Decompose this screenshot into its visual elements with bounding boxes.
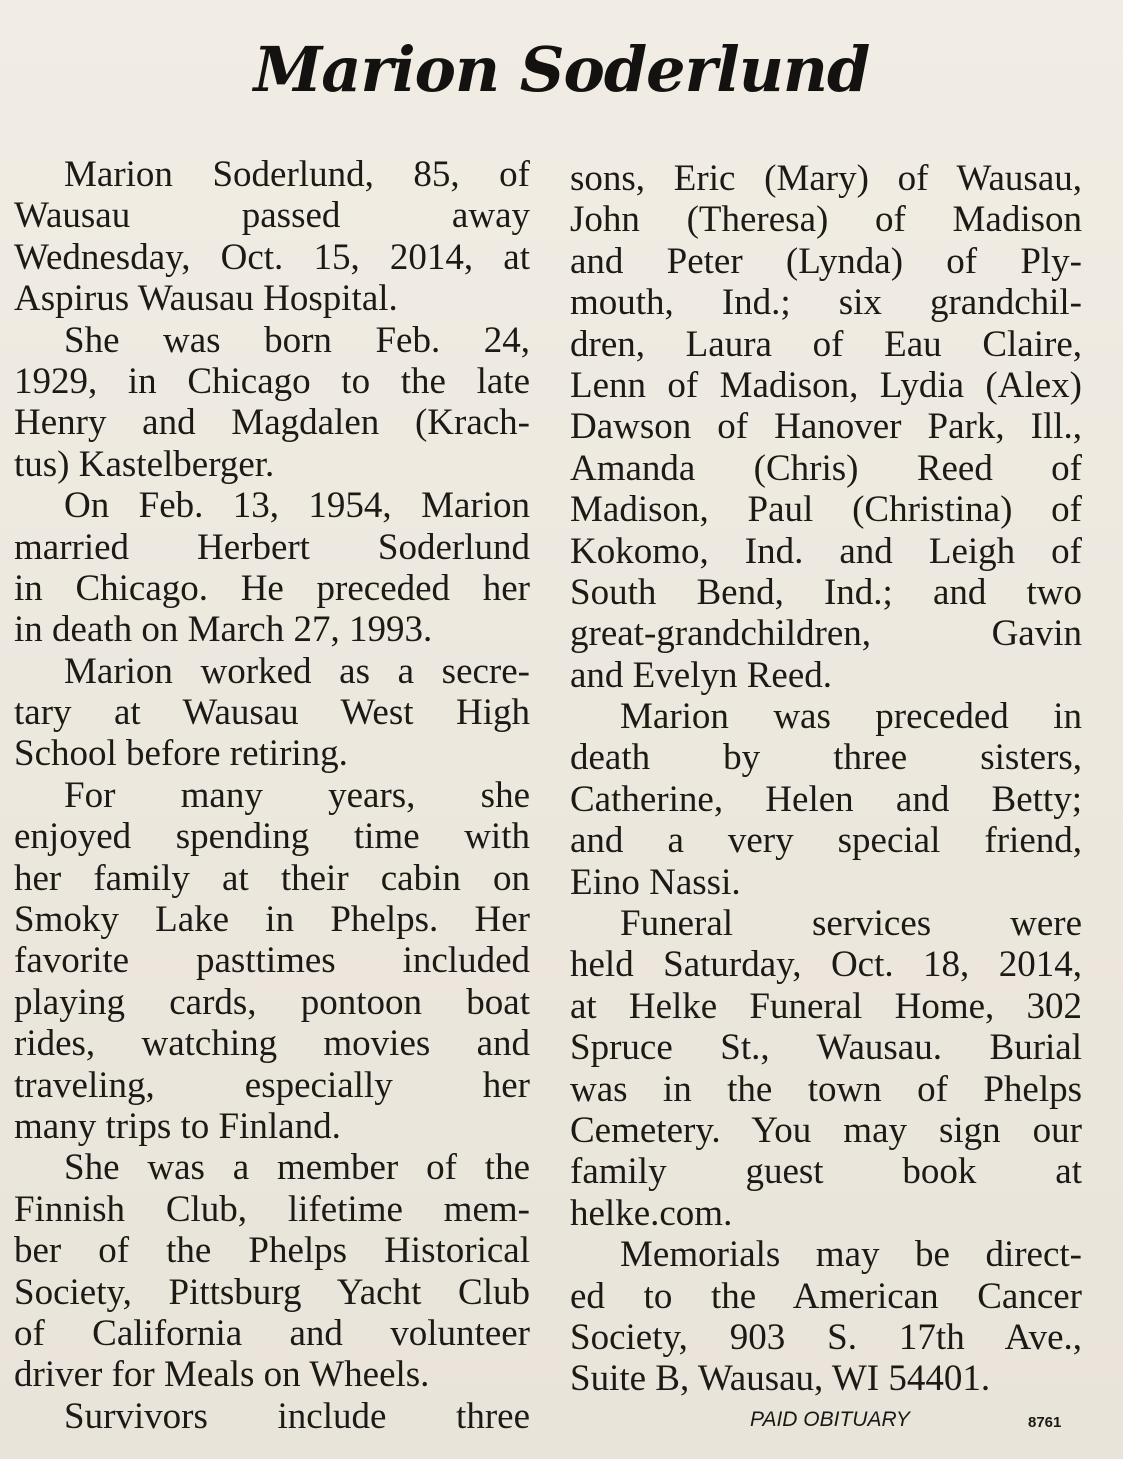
text-line: in Chicago. He preceded her (14, 567, 530, 609)
text-line: On Feb. 13, 1954, Marion (64, 485, 530, 527)
text-line: great-grandchildren, Gavin (570, 613, 1082, 655)
text-line: and a very special friend, (570, 820, 1082, 862)
paid-obituary-label: PAID OBITUARY (750, 1408, 910, 1431)
text-line: Society, Pittsburg Yacht Club (14, 1271, 530, 1313)
text-line: many trips to Finland. (14, 1105, 341, 1147)
text-line: South Bend, Ind.; and two (570, 571, 1082, 613)
text-line: 1929, in Chicago to the late (14, 360, 530, 402)
text-line: tary at Wausau West High (14, 692, 530, 734)
text-line: Aspirus Wausau Hospital. (14, 278, 398, 320)
text-line: held Saturday, Oct. 18, 2014, (570, 944, 1082, 986)
text-line: Wausau passed away (14, 195, 530, 237)
text-line: Henry and Magdalen (Krach- (14, 402, 530, 444)
ad-number: 8761 (1028, 1414, 1062, 1431)
text-line: Marion worked as a secre- (64, 650, 530, 692)
text-line: Wednesday, Oct. 15, 2014, at (14, 236, 530, 278)
text-line: Spruce St., Wausau. Burial (570, 1027, 1082, 1069)
right-column (570, 158, 1082, 1400)
text-line: enjoyed spending time with (14, 816, 530, 858)
text-line: Smoky Lake in Phelps. Her (14, 899, 530, 941)
text-line: at Helke Funeral Home, 302 (570, 985, 1082, 1027)
text-line: family guest book at (570, 1151, 1082, 1193)
text-line: helke.com. (570, 1192, 733, 1234)
text-line: Marion Soderlund, 85, of (64, 154, 530, 195)
text-line: Madison, Paul (Christina) of (570, 489, 1082, 531)
text-line: Finnish Club, lifetime mem- (14, 1188, 530, 1230)
text-line: her family at their cabin on (14, 857, 530, 899)
text-line: Survivors include three (64, 1395, 530, 1437)
text-line: Memorials may be direct- (620, 1234, 1082, 1276)
text-line: Marion was preceded in (620, 696, 1082, 738)
obituary-title: Marion Soderlund (253, 33, 870, 106)
text-line: Funeral services were (620, 903, 1082, 945)
text-line: favorite pasttimes included (14, 940, 530, 982)
text-line: Suite B, Wausau, WI 54401. (570, 1358, 991, 1400)
text-line: and Evelyn Reed. (570, 654, 832, 696)
text-line: mouth, Ind.; six grandchil- (570, 282, 1082, 324)
text-line: Amanda (Chris) Reed of (570, 447, 1082, 489)
text-line: ber of the Phelps Historical (14, 1230, 530, 1272)
text-line: driver for Meals on Wheels. (14, 1354, 430, 1396)
text-line: was in the town of Phelps (570, 1068, 1082, 1110)
text-line: Cemetery. You may sign our (570, 1109, 1082, 1151)
text-line: Eino Nassi. (570, 861, 741, 903)
text-line: rides, watching movies and (14, 1023, 530, 1065)
text-line: She was a member of the (64, 1147, 530, 1189)
text-line: Kokomo, Ind. and Leigh of (570, 530, 1082, 572)
text-line: playing cards, pontoon boat (14, 981, 530, 1023)
text-line: ed to the American Cancer (570, 1275, 1082, 1317)
text-line: and Peter (Lynda) of Ply- (570, 240, 1082, 282)
text-line: John (Theresa) of Madison (570, 199, 1082, 241)
text-line: School before retiring. (14, 733, 348, 775)
left-column (14, 154, 530, 1437)
text-line: Catherine, Helen and Betty; (570, 778, 1082, 820)
text-line: Lenn of Madison, Lydia (Alex) (570, 364, 1082, 406)
text-line: sons, Eric (Mary) of Wausau, (570, 158, 1082, 199)
text-line: Society, 903 S. 17th Ave., (570, 1316, 1082, 1358)
text-line: traveling, especially her (14, 1064, 530, 1106)
text-line: tus) Kastelberger. (14, 443, 275, 485)
text-line: married Herbert Soderlund (14, 526, 530, 568)
text-line: of California and volunteer (14, 1312, 530, 1354)
text-line: dren, Laura of Eau Claire, (570, 323, 1082, 365)
text-line: death by three sisters, (570, 737, 1082, 779)
text-line: For many years, she (64, 774, 530, 816)
text-line: She was born Feb. 24, (64, 319, 530, 361)
text-line: Dawson of Hanover Park, Ill., (570, 406, 1082, 448)
text-line: in death on March 27, 1993. (14, 609, 433, 651)
